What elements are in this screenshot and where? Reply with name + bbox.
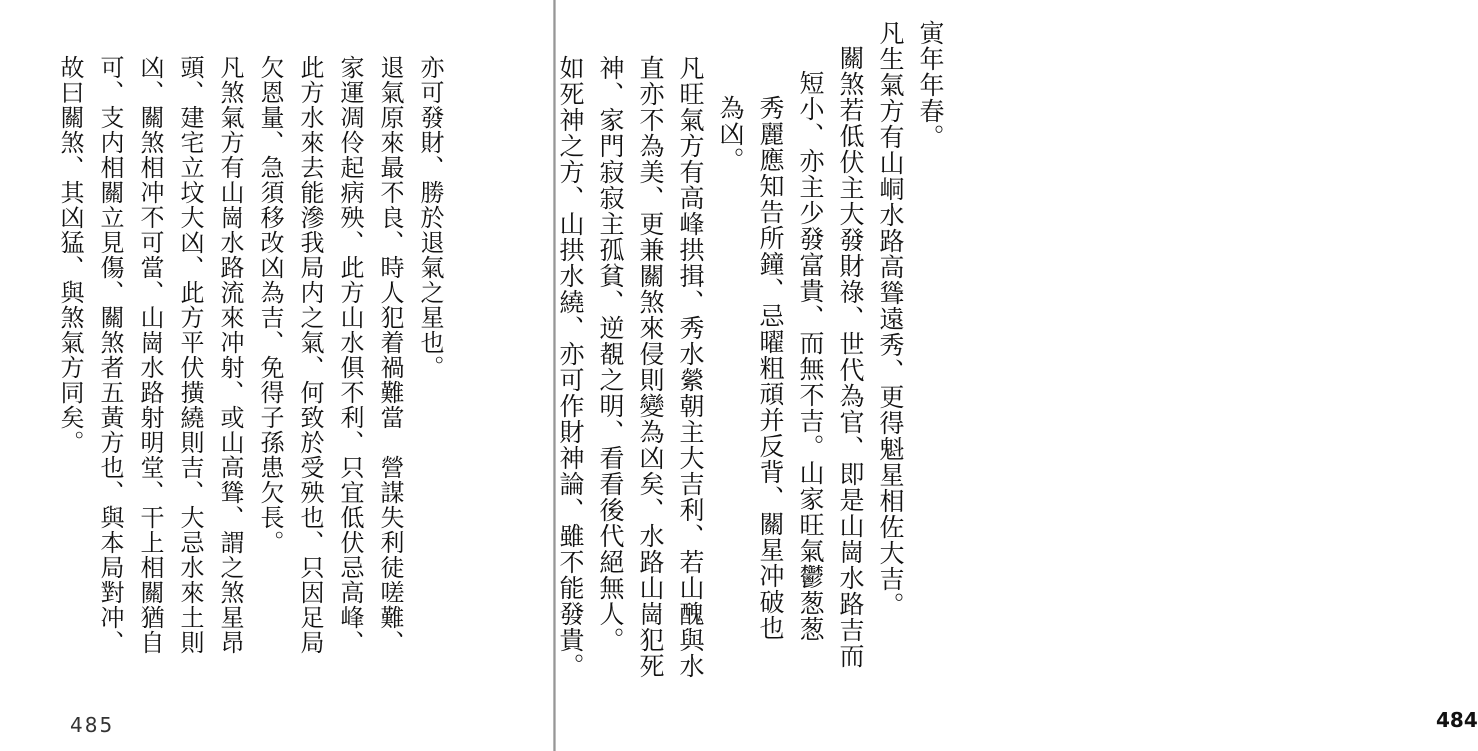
- text-column: 凡生氣方有山峒水路高聳遠秀、更得魁星相佐大吉。: [876, 20, 905, 618]
- text-column: 神、家門寂寂主孤貧、逆覩之明、看看後代絕無人。: [596, 55, 625, 653]
- text-column: 此方水來去能滲我局内之氣、何致於受殃也、只因足局: [296, 55, 324, 655]
- page-number-left: 485: [70, 713, 115, 737]
- text-column: 短小、亦主少發富貴、而無不吉。山家旺氣鬱葱葱: [796, 70, 825, 642]
- text-column: 頭、建宅立坟大凶、此方平伏撗繞則吉、大忌水來土則: [176, 55, 204, 655]
- left-page-text: [42, 55, 442, 655]
- text-column: 直亦不為美、更兼關煞來侵則變為凶矣、水路山崗犯死: [636, 55, 665, 679]
- text-column: 如死神之方、山拱水繞、亦可作財神論、雖不能發貴。: [556, 55, 585, 679]
- right-page: [556, 0, 1478, 751]
- text-column: 為凶。: [716, 95, 745, 173]
- chapter-heading: 寅年年春。: [916, 20, 945, 150]
- left-page: [0, 0, 553, 751]
- text-column: 亦可發財、勝於退氣之星也。: [416, 55, 444, 380]
- text-column: 凡煞氣方有山崗水路流來冲射、或山高聳、謂之煞星昂: [216, 55, 244, 655]
- text-column: 家運凋伶起病殃、此方山水俱不利、只宜低伏忌高峰、: [336, 55, 364, 655]
- text-column: 可、支内相關立見傷、關煞者五黃方也、與本局對冲、: [96, 55, 124, 655]
- text-column: 秀麗應知告所鐘、忌曜粗頑并反背、關星冲破也: [756, 95, 785, 641]
- text-column: 退氣原來最不良、時人犯着禍難當 營謀失利徒嗟難、: [376, 55, 404, 655]
- right-page-text: [543, 20, 943, 679]
- text-column: 欠恩量、急須移改凶為吉、免得子孫患欠長。: [256, 55, 284, 555]
- text-column: 故曰關煞、其凶猛、與煞氣方同矣。: [56, 55, 84, 455]
- page-number-right: 484: [1436, 708, 1478, 732]
- text-column: 凶、關煞相冲不可當、山崗水路射明堂、干上相關猶自: [136, 55, 164, 655]
- text-column: 凡旺氣方有高峰拱揖、秀水縈朝主大吉利、若山醜與水: [676, 55, 705, 679]
- text-column: 關煞若低伏主大發財祿、世代為官、即是山崗水路吉而: [836, 45, 865, 669]
